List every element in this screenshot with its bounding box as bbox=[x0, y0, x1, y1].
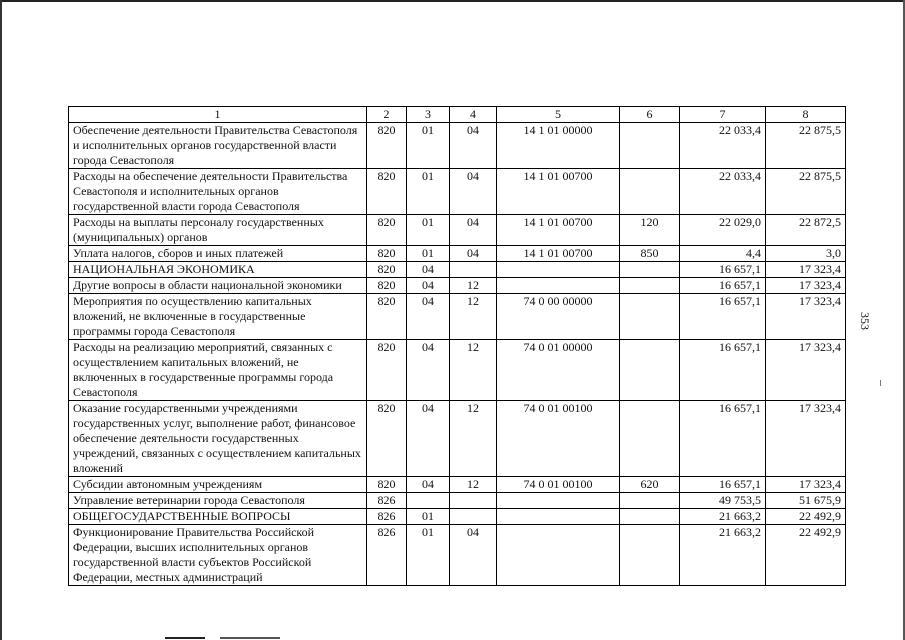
amount-year1-cell: 22 029,0 bbox=[680, 215, 766, 246]
table-row bbox=[69, 262, 846, 278]
admin-code-cell: 820 bbox=[367, 278, 407, 294]
table-row bbox=[69, 123, 846, 169]
target-article-cell: 14 1 01 00700 bbox=[497, 246, 620, 262]
column-header: 6 bbox=[620, 107, 680, 123]
table-row bbox=[69, 477, 846, 493]
target-article-cell bbox=[497, 278, 620, 294]
table-row bbox=[69, 493, 846, 509]
item-name-cell: Расходы на выплаты персоналу государственных (муниципальных) органов bbox=[69, 215, 367, 246]
target-article-cell: 14 1 01 00700 bbox=[497, 215, 620, 246]
target-article-cell bbox=[497, 509, 620, 525]
admin-code-cell: 820 bbox=[367, 262, 407, 278]
section-cell: 01 bbox=[407, 509, 450, 525]
amount-year1-cell: 16 657,1 bbox=[680, 262, 766, 278]
item-name-cell: Субсидии автономным учреждениям bbox=[69, 477, 367, 493]
table-row bbox=[69, 278, 846, 294]
table-row bbox=[69, 246, 846, 262]
section-cell: 04 bbox=[407, 340, 450, 401]
table-row bbox=[69, 215, 846, 246]
amount-year2-cell: 17 323,4 bbox=[766, 477, 846, 493]
subsection-cell bbox=[450, 493, 497, 509]
table-body bbox=[69, 123, 846, 586]
amount-year2-cell: 22 492,9 bbox=[766, 509, 846, 525]
scan-mark-bottom bbox=[220, 637, 280, 639]
expense-type-cell bbox=[620, 340, 680, 401]
admin-code-cell: 820 bbox=[367, 340, 407, 401]
section-cell: 01 bbox=[407, 215, 450, 246]
subsection-cell: 04 bbox=[450, 525, 497, 586]
target-article-cell bbox=[497, 262, 620, 278]
admin-code-cell: 820 bbox=[367, 123, 407, 169]
amount-year1-cell: 4,4 bbox=[680, 246, 766, 262]
expense-type-cell: 850 bbox=[620, 246, 680, 262]
table-row bbox=[69, 340, 846, 401]
admin-code-cell: 820 bbox=[367, 246, 407, 262]
admin-code-cell: 820 bbox=[367, 401, 407, 477]
amount-year2-cell: 17 323,4 bbox=[766, 401, 846, 477]
budget-table bbox=[68, 106, 846, 586]
amount-year1-cell: 21 663,2 bbox=[680, 509, 766, 525]
table-row bbox=[69, 294, 846, 340]
amount-year1-cell: 16 657,1 bbox=[680, 340, 766, 401]
column-header: 3 bbox=[407, 107, 450, 123]
admin-code-cell: 826 bbox=[367, 509, 407, 525]
table-row bbox=[69, 169, 846, 215]
amount-year2-cell: 3,0 bbox=[766, 246, 846, 262]
amount-year2-cell: 22 875,5 bbox=[766, 123, 846, 169]
admin-code-cell: 820 bbox=[367, 294, 407, 340]
target-article-cell: 74 0 01 00100 bbox=[497, 401, 620, 477]
target-article-cell bbox=[497, 525, 620, 586]
expense-type-cell bbox=[620, 169, 680, 215]
amount-year1-cell: 22 033,4 bbox=[680, 169, 766, 215]
expense-type-cell bbox=[620, 401, 680, 477]
amount-year2-cell: 51 675,9 bbox=[766, 493, 846, 509]
item-name-cell: Другие вопросы в области национальной экономики bbox=[69, 278, 367, 294]
admin-code-cell: 826 bbox=[367, 525, 407, 586]
scan-mark-bottom bbox=[165, 637, 205, 639]
section-cell: 04 bbox=[407, 294, 450, 340]
amount-year2-cell: 22 872,5 bbox=[766, 215, 846, 246]
column-header: 8 bbox=[766, 107, 846, 123]
subsection-cell: 12 bbox=[450, 477, 497, 493]
target-article-cell: 74 0 00 00000 bbox=[497, 294, 620, 340]
column-header: 4 bbox=[450, 107, 497, 123]
section-cell: 01 bbox=[407, 246, 450, 262]
section-cell: 04 bbox=[407, 477, 450, 493]
target-article-cell: 14 1 01 00000 bbox=[497, 123, 620, 169]
table-row bbox=[69, 509, 846, 525]
amount-year1-cell: 49 753,5 bbox=[680, 493, 766, 509]
target-article-cell bbox=[497, 493, 620, 509]
expense-type-cell bbox=[620, 294, 680, 340]
subsection-cell bbox=[450, 509, 497, 525]
amount-year1-cell: 16 657,1 bbox=[680, 294, 766, 340]
expense-type-cell bbox=[620, 525, 680, 586]
item-name-cell: Расходы на обеспечение деятельности Правительства Севастополя и исполнительных органов государственной власти города Севастополя bbox=[69, 169, 367, 215]
item-name-cell: Функционирование Правительства Российской Федерации, высших исполнительных органов государственной власти субъектов Российской Федерации, местных администраций bbox=[69, 525, 367, 586]
item-name-cell: Управление ветеринарии города Севастополя bbox=[69, 493, 367, 509]
amount-year2-cell: 17 323,4 bbox=[766, 262, 846, 278]
subsection-cell: 04 bbox=[450, 246, 497, 262]
expense-type-cell bbox=[620, 278, 680, 294]
admin-code-cell: 820 bbox=[367, 215, 407, 246]
subsection-cell: 04 bbox=[450, 123, 497, 169]
amount-year1-cell: 22 033,4 bbox=[680, 123, 766, 169]
amount-year1-cell: 21 663,2 bbox=[680, 525, 766, 586]
section-cell: 04 bbox=[407, 278, 450, 294]
item-name-cell: Расходы на реализацию мероприятий, связанных с осуществлением капитальных вложений, не включенных в государственные программы города Севастополя bbox=[69, 340, 367, 401]
subsection-cell: 12 bbox=[450, 278, 497, 294]
admin-code-cell: 826 bbox=[367, 493, 407, 509]
scan-border-top bbox=[0, 0, 905, 2]
target-article-cell: 74 0 01 00000 bbox=[497, 340, 620, 401]
margin-mark bbox=[880, 380, 881, 386]
scan-border-left bbox=[0, 0, 2, 640]
amount-year1-cell: 16 657,1 bbox=[680, 401, 766, 477]
target-article-cell: 14 1 01 00700 bbox=[497, 169, 620, 215]
expense-type-cell bbox=[620, 262, 680, 278]
expense-type-cell: 620 bbox=[620, 477, 680, 493]
admin-code-cell: 820 bbox=[367, 477, 407, 493]
expense-type-cell bbox=[620, 493, 680, 509]
subsection-cell: 12 bbox=[450, 340, 497, 401]
column-header: 5 bbox=[497, 107, 620, 123]
item-name-cell: Обеспечение деятельности Правительства Севастополя и исполнительных органов государственной власти города Севастополя bbox=[69, 123, 367, 169]
expense-type-cell bbox=[620, 123, 680, 169]
admin-code-cell: 820 bbox=[367, 169, 407, 215]
item-name-cell: ОБЩЕГОСУДАРСТВЕННЫЕ ВОПРОСЫ bbox=[69, 509, 367, 525]
section-cell bbox=[407, 493, 450, 509]
column-header: 7 bbox=[680, 107, 766, 123]
amount-year2-cell: 17 323,4 bbox=[766, 278, 846, 294]
item-name-cell: Мероприятия по осуществлению капитальных вложений, не включенные в государственные программы города Севастополя bbox=[69, 294, 367, 340]
target-article-cell: 74 0 01 00100 bbox=[497, 477, 620, 493]
amount-year2-cell: 17 323,4 bbox=[766, 340, 846, 401]
section-cell: 04 bbox=[407, 262, 450, 278]
section-cell: 04 bbox=[407, 401, 450, 477]
amount-year2-cell: 22 492,9 bbox=[766, 525, 846, 586]
subsection-cell: 04 bbox=[450, 215, 497, 246]
subsection-cell: 12 bbox=[450, 294, 497, 340]
column-header: 2 bbox=[367, 107, 407, 123]
subsection-cell: 04 bbox=[450, 169, 497, 215]
subsection-cell bbox=[450, 262, 497, 278]
item-name-cell: Оказание государственными учреждениями государственных услуг, выполнение работ, финансовое обеспечение деятельности государственных учреждений, связанных с осуществлением капитальных вложений bbox=[69, 401, 367, 477]
header-row bbox=[69, 107, 846, 123]
table-row bbox=[69, 525, 846, 586]
subsection-cell: 12 bbox=[450, 401, 497, 477]
column-header: 1 bbox=[69, 107, 367, 123]
item-name-cell: Уплата налогов, сборов и иных платежей bbox=[69, 246, 367, 262]
amount-year2-cell: 17 323,4 bbox=[766, 294, 846, 340]
section-cell: 01 bbox=[407, 123, 450, 169]
page-number: 353 bbox=[858, 312, 872, 330]
amount-year2-cell: 22 875,5 bbox=[766, 169, 846, 215]
item-name-cell: НАЦИОНАЛЬНАЯ ЭКОНОМИКА bbox=[69, 262, 367, 278]
table-row bbox=[69, 401, 846, 477]
expense-type-cell: 120 bbox=[620, 215, 680, 246]
section-cell: 01 bbox=[407, 169, 450, 215]
section-cell: 01 bbox=[407, 525, 450, 586]
amount-year1-cell: 16 657,1 bbox=[680, 477, 766, 493]
expense-type-cell bbox=[620, 509, 680, 525]
amount-year1-cell: 16 657,1 bbox=[680, 278, 766, 294]
